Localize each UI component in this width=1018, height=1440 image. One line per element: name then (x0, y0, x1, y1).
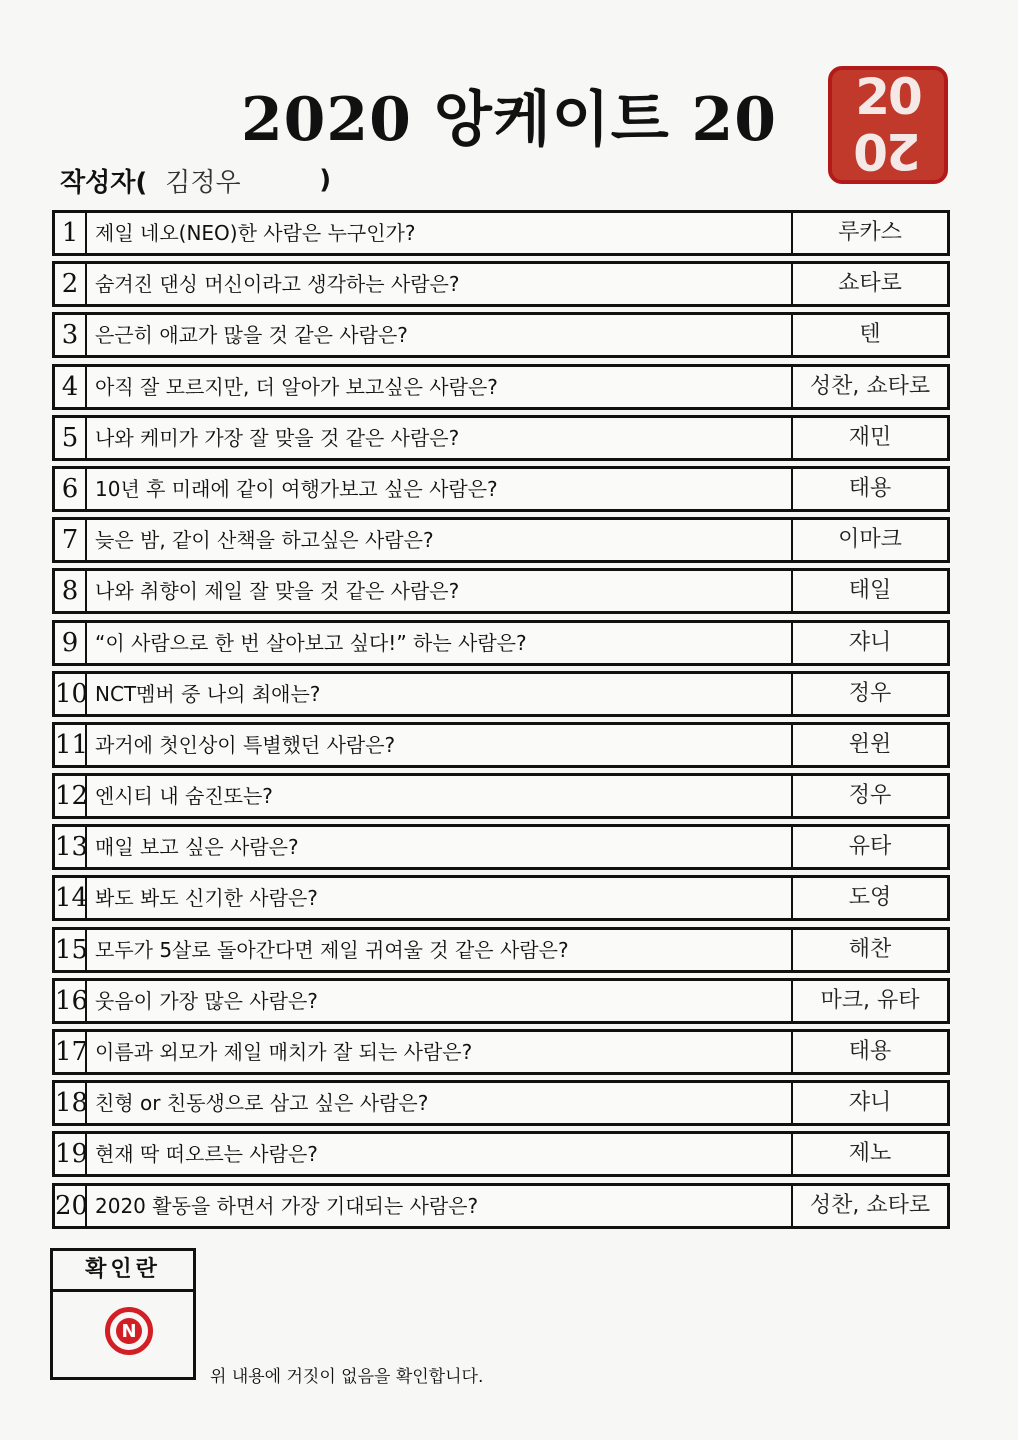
question-text: 모두가 5살로 돌아간다면 제일 귀여울 것 같은 사람은? (87, 930, 793, 970)
seal-letter: N (116, 1318, 142, 1344)
question-number: 6 (55, 469, 87, 509)
question-number: 18 (55, 1083, 87, 1123)
question-row (52, 927, 950, 973)
answer-field: 태일 (848, 578, 892, 604)
question-text: 친형 or 친동생으로 삼고 싶은 사람은? (87, 1083, 793, 1123)
question-text: 늦은 밤, 같이 산책을 하고싶은 사람은? (87, 520, 793, 560)
stamp-text-top: 20 (855, 68, 921, 126)
stamp-text-bottom: 20 (855, 122, 921, 180)
answer-field: 쇼타로 (838, 271, 902, 297)
question-row (52, 466, 950, 512)
question-number: 19 (55, 1134, 87, 1174)
question-row (52, 875, 950, 921)
question-number: 5 (55, 418, 87, 458)
question-number: 13 (55, 827, 87, 867)
question-text: 나와 케미가 가장 잘 맞을 것 같은 사람은? (87, 418, 793, 458)
question-number: 3 (55, 315, 87, 355)
question-text: 나와 취향이 제일 잘 맞을 것 같은 사람은? (87, 571, 793, 611)
question-text: 웃음이 가장 많은 사람은? (87, 981, 793, 1021)
question-number: 14 (55, 878, 87, 918)
answer-field: 이마크 (838, 527, 902, 553)
confirm-box (50, 1248, 196, 1380)
answer-field: 성찬, 쇼타로 (809, 373, 931, 399)
stamp-logo (828, 66, 948, 184)
question-text: 매일 보고 싶은 사람은? (87, 827, 793, 867)
answer-field: 태용 (848, 1039, 892, 1064)
question-row (52, 1131, 950, 1177)
page-title: 2020 앙케이트 20 (240, 85, 778, 155)
author-name: 김정우 (165, 167, 241, 198)
question-text: 현재 딱 떠오르는 사람은? (87, 1134, 793, 1174)
question-number: 7 (55, 520, 87, 560)
question-number: 1 (55, 213, 87, 253)
answer-field: 제노 (848, 1141, 892, 1167)
question-text: NCT멤버 중 나의 최애는? (87, 674, 793, 714)
question-text: 2020 활동을 하면서 가장 기대되는 사람은? (87, 1186, 793, 1226)
question-number: 10 (55, 674, 87, 714)
confirm-label: 확인란 (53, 1251, 193, 1292)
question-row (52, 1080, 950, 1126)
question-number: 8 (55, 571, 87, 611)
question-row (52, 722, 950, 768)
question-row (52, 671, 950, 717)
question-number: 16 (55, 981, 87, 1021)
question-row (52, 415, 950, 461)
answer-field: 루카스 (838, 220, 902, 245)
question-number: 15 (55, 930, 87, 970)
question-row (52, 1029, 950, 1075)
question-text: 봐도 봐도 신기한 사람은? (87, 878, 793, 918)
question-text: 아직 잘 모르지만, 더 알아가 보고싶은 사람은? (87, 367, 793, 407)
question-text: 숨겨진 댄싱 머신이라고 생각하는 사람은? (87, 264, 793, 304)
question-text: 엔시티 내 숨진또는? (87, 776, 793, 816)
question-text: 은근히 애교가 많을 것 같은 사람은? (87, 315, 793, 355)
question-row (52, 620, 950, 666)
question-text: 이름과 외모가 제일 매치가 잘 되는 사람은? (87, 1032, 793, 1072)
answer-field: 마크, 유타 (820, 987, 920, 1013)
answer-field: 정우 (848, 783, 892, 809)
question-number: 12 (55, 776, 87, 816)
question-text: 제일 네오(NEO)한 사람은 누구인가? (87, 213, 793, 253)
answer-field: 정우 (848, 680, 892, 706)
question-row (52, 517, 950, 563)
question-text: 10년 후 미래에 같이 여행가보고 싶은 사람은? (87, 469, 793, 509)
question-number: 20 (55, 1186, 87, 1226)
answer-field: 윈윈 (848, 731, 892, 757)
answer-field: 쟈니 (848, 1090, 892, 1116)
question-row (52, 312, 950, 358)
question-number: 17 (55, 1032, 87, 1072)
answer-field: 도영 (848, 885, 892, 911)
answer-field: 텐 (859, 322, 881, 348)
question-row (52, 824, 950, 870)
answer-field: 유타 (848, 834, 892, 860)
question-row (52, 364, 950, 410)
answer-field: 태용 (848, 475, 892, 501)
question-number: 9 (55, 623, 87, 663)
question-row (52, 210, 950, 256)
question-row (52, 773, 950, 819)
question-number: 2 (55, 264, 87, 304)
question-row (52, 568, 950, 614)
question-number: 4 (55, 367, 87, 407)
question-text: 과거에 첫인상이 특별했던 사람은? (87, 725, 793, 765)
author-line (60, 160, 331, 200)
question-row (52, 261, 950, 307)
author-close-paren: ) (319, 165, 332, 195)
author-label: 작성자( (60, 167, 148, 198)
answer-field: 재민 (848, 424, 892, 450)
answer-field: 해찬 (848, 936, 892, 962)
confirmation-statement: 위 내용에 거짓이 없음을 확인합니다. (210, 1367, 484, 1387)
question-row (52, 1183, 950, 1229)
answer-field: 성찬, 쇼타로 (809, 1192, 931, 1218)
question-table (52, 210, 950, 1234)
question-text: “이 사람으로 한 번 살아보고 싶다!” 하는 사람은? (87, 623, 793, 663)
question-row (52, 978, 950, 1024)
question-number: 11 (55, 725, 87, 765)
nct-seal-icon (105, 1307, 153, 1355)
answer-field: 쟈니 (848, 629, 892, 655)
